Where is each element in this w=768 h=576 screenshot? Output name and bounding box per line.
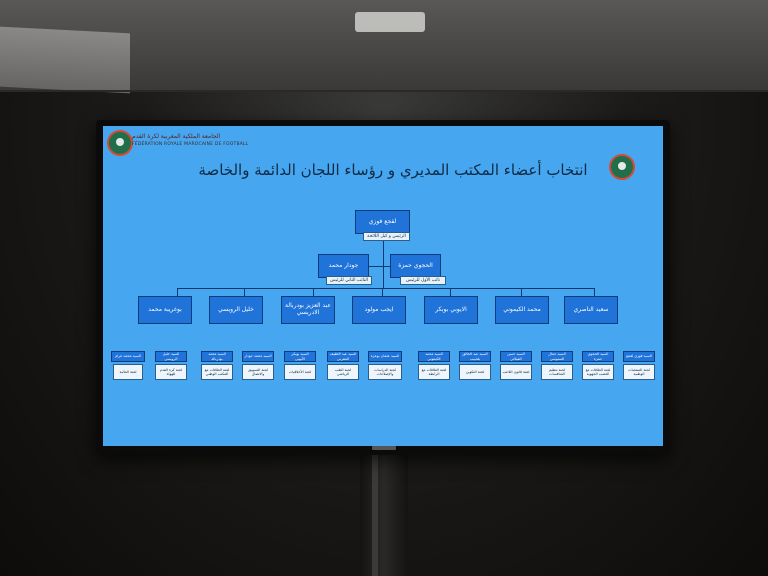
committee-name: لجنة المنتخبات الوطنية [628, 367, 650, 376]
committee-head: السيد فوزي لقجع [626, 354, 652, 359]
slide-screen [103, 126, 663, 446]
committee-name: لجنة العلاقات مع المكتب الوطني [204, 367, 230, 376]
committee-head: السيد الحجوي حمزة [587, 352, 609, 361]
committee-head: السيد محمد جودار [244, 354, 272, 359]
member-box [281, 296, 335, 324]
slide-title: انتخاب أعضاء المكتب المديري و رؤساء اللجان الدائمة والخاصة [198, 161, 588, 179]
president-role: الرئيس و كيل اللائحة [367, 234, 406, 239]
federation-logo-right-icon [609, 154, 635, 180]
member-box [564, 296, 618, 324]
committee-box [541, 364, 573, 380]
president-name: لقجع فوزي [368, 217, 397, 225]
ceiling-panel [0, 27, 130, 94]
connector-line [177, 288, 178, 296]
committee-box [242, 364, 274, 380]
wall-edge [0, 90, 768, 92]
connector-line [521, 288, 522, 296]
committee-head-box [623, 351, 655, 362]
connector-line [244, 288, 245, 296]
committee-box [155, 364, 187, 380]
committee-head-box [155, 351, 187, 362]
vice-president-role-tag [400, 276, 446, 285]
committee-box [582, 364, 614, 380]
connector-line [594, 288, 595, 296]
committee-box [113, 364, 143, 380]
committee-name: لجنة التسويق والاتصال [248, 367, 268, 376]
committee-box [201, 364, 233, 380]
vice-president-role: نائب الأول للرئيس [405, 278, 441, 283]
committee-head-box [201, 351, 233, 362]
committee-head: السيد عبد الخالق بلحبيب [462, 352, 488, 361]
committee-box [368, 364, 402, 380]
member-name: الايوبي بوبكر [435, 305, 467, 313]
tv-stand-highlight [372, 455, 378, 576]
vice-president-role: النائب الثاني للرئيس [330, 278, 368, 283]
committee-box [284, 364, 316, 380]
member-name: محمد الكيموني [503, 305, 541, 313]
committee-name: لجنة قانون اللاعب [502, 369, 530, 374]
committee-head-box [284, 351, 316, 362]
committee-head: السيد خليل الرويسي [162, 352, 180, 361]
member-box [495, 296, 549, 324]
committee-head-box [368, 351, 402, 362]
tv-stand [360, 455, 408, 576]
member-box [424, 296, 478, 324]
committee-name: لجنة المالية [119, 369, 137, 374]
president-role-tag [363, 232, 410, 241]
committee-head-box [242, 351, 274, 362]
committee-head: السيد جمال السنوسي [548, 352, 566, 361]
tv-brand-badge [372, 446, 396, 450]
committee-name: لجنة العلاقات مع الرابطة [421, 367, 447, 376]
committee-head-box [541, 351, 573, 362]
committee-head-box [500, 351, 532, 362]
federation-logo-icon [107, 130, 133, 156]
committee-box [327, 364, 359, 380]
member-name: بوغريبة محمد [148, 305, 182, 313]
committee-head-box [418, 351, 450, 362]
committee-name: لجنة التكوين [465, 369, 485, 374]
vice-president-box [390, 254, 441, 278]
member-box [352, 296, 406, 324]
committee-head: السيد عثمان بوعزة [370, 354, 400, 359]
committee-head-box [582, 351, 614, 362]
committee-name: لجنة الدراسات والإصلاحات [374, 367, 396, 376]
connector-line [382, 288, 383, 296]
org-name-french: FÉDÉRATION ROYALE MAROCAINE DE FOOTBALL [132, 142, 249, 147]
member-box [138, 296, 192, 324]
member-name: سعيد الناصري [573, 305, 609, 313]
vice-president-box [318, 254, 369, 278]
member-box [209, 296, 263, 324]
connector-line [450, 288, 451, 296]
org-name-arabic: الجامعة الملكية المغربية لكرة القدم [132, 133, 221, 140]
committee-head: السيد محمد الكيموني [425, 352, 443, 361]
president-box [355, 210, 410, 234]
committee-name: لجنة كرة القدم للهواة [159, 367, 183, 376]
committee-name: لجنة تنظيم المنافسات [548, 367, 566, 376]
vice-president-name: الحجوي حمزة [398, 261, 433, 269]
committee-box [459, 364, 491, 380]
committee-box [623, 364, 655, 380]
ceiling-light [355, 12, 425, 32]
committee-head-box [111, 351, 145, 362]
committee-head: السيد حسن الفيلالي [507, 352, 525, 361]
committee-name: لجنة الأخلاقيات [288, 369, 312, 374]
committee-name: لجنة العلاقات مع العصب الجهوية [585, 367, 611, 376]
connector-line [383, 238, 384, 288]
committee-box [418, 364, 450, 380]
vice-president-role-tag [326, 276, 372, 285]
committee-head: السيد عبد اللطيف المقرني [329, 352, 357, 361]
committee-head: السيد محمد غرام [115, 354, 141, 359]
member-name: خليل الرويسي [218, 305, 254, 313]
connector-line [177, 288, 595, 289]
vice-president-name: جودار محمد [328, 261, 359, 269]
member-name: عبد العزيز بودربالة الادريسي [285, 302, 331, 316]
connector-line [313, 288, 314, 296]
committee-head: السيد بوبكر الأيوبي [291, 352, 309, 361]
member-name: ايجب مولود [364, 305, 394, 313]
committee-name: لجنة الطب الرياضي [334, 367, 352, 376]
committee-head: السيد محمد بودربالة [208, 352, 226, 361]
committee-box [500, 364, 532, 380]
committee-head-box [327, 351, 359, 362]
committee-head-box [459, 351, 491, 362]
